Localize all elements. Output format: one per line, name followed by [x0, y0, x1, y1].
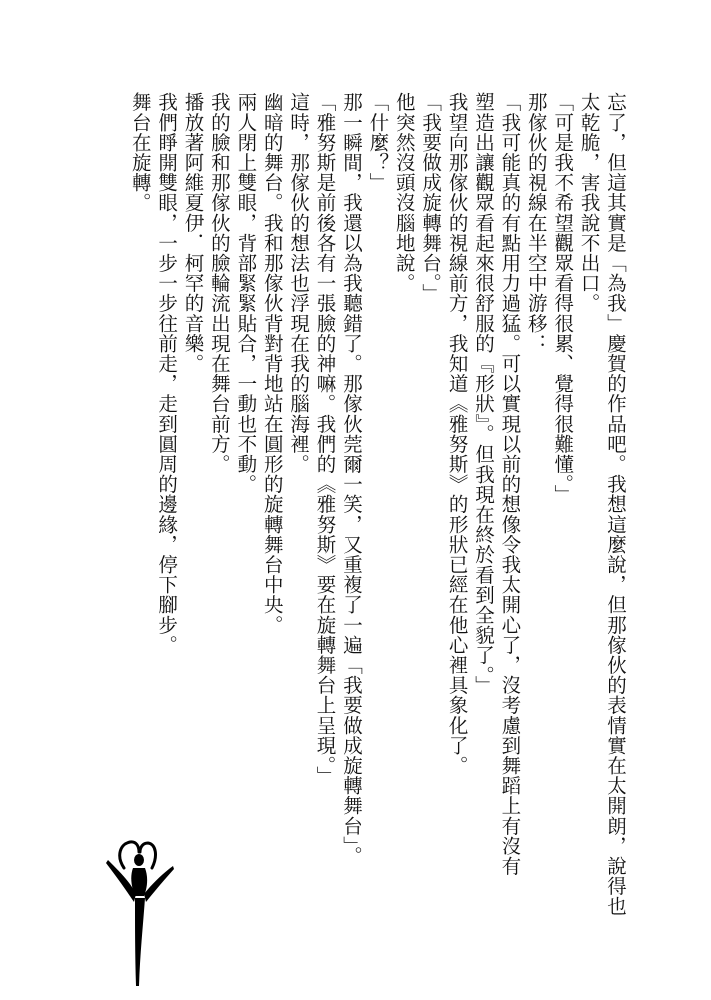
text-line: 我們睜開雙眼，一步一步往前走，走到圓周的邊緣，停下腳步。 — [155, 92, 179, 655]
dancer-head — [134, 854, 144, 866]
text-line: 太乾脆，害我說不出口。 — [577, 92, 601, 314]
text-line: 舞台在旋轉。 — [128, 92, 152, 213]
text-line: 那傢伙的視線在半空中游移： — [524, 92, 548, 354]
text-line: 塑造出讓觀眾看起來很舒服的『形狀』。但我現在終於看到全貌了。」 — [471, 92, 495, 696]
text-line: 「我可能真的有點用力過猛。可以實現以前的想像令我太開心了，沒考慮到舞蹈上有沒有 — [498, 92, 522, 876]
text-line: 「我要做成旋轉舞台。」 — [419, 92, 443, 304]
ballet-dancer-icon — [106, 838, 174, 988]
dancer-standing-leg — [135, 898, 145, 986]
text-line: 我的臉和那傢伙的臉輪流出現在舞台前方。 — [207, 92, 231, 474]
text-line: 這時，那傢伙的想法也浮現在我的腦海裡。 — [287, 92, 311, 474]
text-line: 兩人閉上雙眼，背部緊緊貼合，一動也不動。 — [234, 92, 258, 494]
text-line: 他突然沒頭沒腦地說。 — [392, 92, 416, 293]
text-line: 那一瞬間，我還以為我聽錯了。那傢伙莞爾一笑，又重複了一遍「我要做成旋轉舞台」。 — [339, 92, 363, 867]
dancer-side-leg — [144, 866, 174, 902]
text-line: 忘了，但這其實是「為我」慶賀的作品吧。我想這麼說，但那傢伙的表情實在太開朗，說得也 — [604, 92, 627, 917]
text-line: 幽暗的舞台。我和那傢伙背對背地站在圓形的旋轉舞台中央。 — [260, 92, 284, 635]
vertical-text-block — [126, 92, 628, 917]
text-line: 「什麼？」 — [366, 92, 390, 193]
text-line: 「雅努斯是前後各有一張臉的神嘛。我們的《雅努斯》要在旋轉舞台上呈現。」 — [313, 92, 337, 786]
text-line: 我望向那傢伙的視線前方，我知道《雅努斯》的形狀已經在他心裡具象化了。 — [445, 92, 469, 776]
text-line: 「可是我不希望觀眾看得很累、覺得很難懂。」 — [551, 92, 575, 505]
text-line: 播放著阿維夏伊．柯罕的音樂。 — [181, 92, 205, 374]
